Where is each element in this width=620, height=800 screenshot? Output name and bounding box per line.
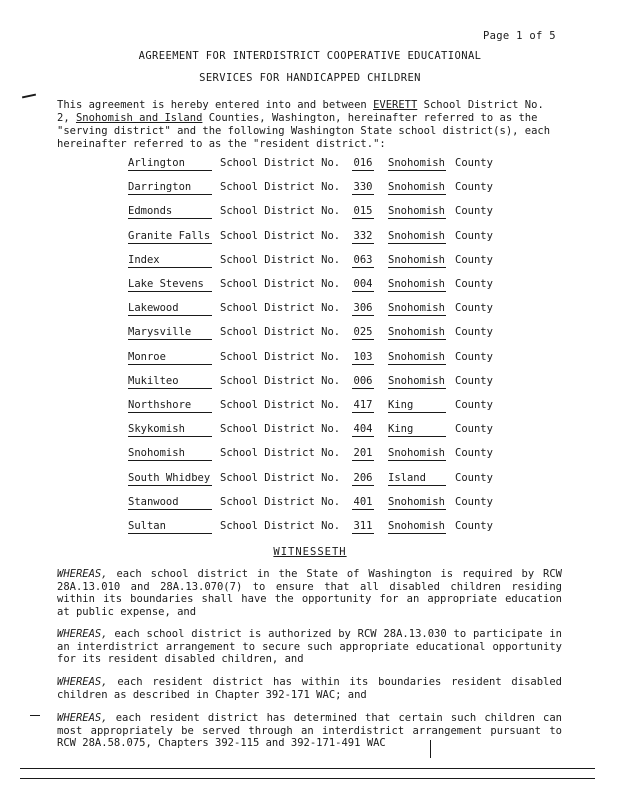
district-county: Snohomish bbox=[388, 520, 445, 532]
district-row bbox=[0, 181, 620, 195]
district-label: School District No. bbox=[220, 374, 341, 387]
county-label: County bbox=[455, 471, 493, 484]
district-row bbox=[0, 496, 620, 510]
district-label: School District No. bbox=[220, 181, 341, 194]
district-number: 311 bbox=[353, 520, 373, 532]
district-label: School District No. bbox=[220, 253, 341, 266]
district-row bbox=[0, 472, 620, 486]
whereas-paragraph-1 bbox=[57, 568, 562, 618]
district-label: School District No. bbox=[220, 423, 341, 436]
county-label: County bbox=[455, 374, 493, 387]
whereas-paragraph-3 bbox=[57, 676, 562, 701]
district-county: King bbox=[388, 399, 446, 413]
district-row bbox=[0, 278, 620, 292]
district-name: Edmonds bbox=[128, 205, 212, 219]
district-county: Snohomish bbox=[388, 302, 445, 315]
margin-mark bbox=[430, 740, 431, 758]
district-label: School District No. bbox=[220, 302, 341, 315]
district-name: Lakewood bbox=[128, 302, 212, 316]
paragraph-text: each school district is authorized by RCW 28A.13.030 to participate in an interdistrict arrangement to secure such appropriate educational opportunity for its resident disabled children, and bbox=[57, 628, 562, 665]
county-label: County bbox=[455, 302, 493, 315]
county-label: County bbox=[455, 229, 493, 242]
whereas-paragraph-2 bbox=[57, 628, 562, 666]
district-name: Arlington bbox=[128, 157, 212, 171]
district-name: Skykomish bbox=[128, 423, 212, 437]
district-row bbox=[0, 205, 620, 219]
district-row bbox=[0, 302, 620, 316]
district-label: School District No. bbox=[220, 447, 341, 460]
district-row bbox=[0, 157, 620, 171]
district-row bbox=[0, 423, 620, 437]
district-county: Snohomish bbox=[388, 181, 445, 194]
district-county: Snohomish bbox=[388, 253, 445, 266]
district-row bbox=[0, 375, 620, 389]
witnesseth-heading: WITNESSETH bbox=[273, 546, 347, 558]
whereas-lead: WHEREAS, bbox=[57, 676, 108, 688]
district-name: South Whidbey bbox=[128, 471, 211, 484]
district-number: 206 bbox=[353, 471, 373, 484]
page-number: Page 1 of 5 bbox=[483, 30, 556, 42]
county-label: County bbox=[455, 423, 493, 436]
district-county: Snohomish bbox=[388, 495, 445, 508]
district-number: 330 bbox=[353, 181, 373, 194]
district-row bbox=[0, 326, 620, 340]
district-number: 401 bbox=[353, 495, 373, 508]
district-label: School District No. bbox=[220, 157, 341, 169]
district-name: Stanwood bbox=[128, 496, 212, 510]
district-county: Snohomish bbox=[388, 350, 445, 363]
district-name: Monroe bbox=[128, 351, 212, 365]
district-row bbox=[0, 351, 620, 365]
district-county: Snohomish bbox=[388, 447, 445, 460]
district-label: School District No. bbox=[220, 205, 341, 218]
district-name: Snohomish bbox=[128, 447, 212, 461]
whereas-lead: WHEREAS, bbox=[57, 628, 108, 640]
district-name: Marysville bbox=[128, 326, 212, 340]
intro-text-2: School District No. 2, bbox=[57, 99, 544, 124]
district-number: 332 bbox=[353, 229, 373, 242]
district-number: 306 bbox=[353, 302, 373, 315]
county-label: County bbox=[455, 326, 493, 339]
district-label: School District No. bbox=[220, 471, 341, 484]
district-label: School District No. bbox=[220, 520, 341, 532]
district-name: Darrington bbox=[128, 181, 212, 195]
district-label: School District No. bbox=[220, 399, 341, 411]
intro-text-3: Counties, Washington, hereinafter referred to as the "serving district" and the following Washington State school district(s), each hereinafter referred to as the "resident district.": bbox=[57, 112, 551, 150]
whereas-lead: WHEREAS, bbox=[57, 568, 108, 580]
district-label: School District No. bbox=[220, 350, 341, 363]
county-label: County bbox=[455, 157, 493, 169]
district-row bbox=[0, 230, 620, 244]
paragraph-text: each resident district has determined that certain such children can most appropriately be served through an interdistrict arrangement pursuant to RCW 28A.58.075, Chapters 392-115 and 392-171-491 WAC bbox=[57, 712, 562, 749]
district-row bbox=[0, 520, 620, 534]
district-name: Sultan bbox=[128, 520, 212, 534]
district-name: Northshore bbox=[128, 399, 212, 413]
district-name: Lake Stevens bbox=[128, 278, 212, 292]
district-county: Snohomish bbox=[388, 374, 445, 387]
county-label: County bbox=[455, 520, 493, 532]
district-number: 417 bbox=[353, 399, 373, 411]
margin-mark bbox=[22, 94, 36, 99]
district-number: 016 bbox=[353, 157, 373, 169]
county-label: County bbox=[455, 350, 493, 363]
district-label: School District No. bbox=[220, 229, 341, 242]
district-number: 201 bbox=[353, 447, 373, 460]
county-label: County bbox=[455, 399, 493, 411]
district-number: 015 bbox=[353, 205, 373, 218]
serving-district-name: EVERETT bbox=[373, 99, 418, 111]
whereas-paragraph-4 bbox=[57, 712, 562, 750]
paragraph-text: each resident district has within its boundaries resident disabled children as described in Chapter 392-171 WAC; and bbox=[57, 676, 562, 701]
district-county: Snohomish bbox=[388, 278, 445, 290]
footer-rule bbox=[20, 778, 595, 779]
county-label: County bbox=[455, 278, 493, 290]
district-number: 404 bbox=[353, 423, 373, 436]
intro-text-1: This agreement is hereby entered into and between bbox=[57, 99, 374, 111]
footer-rule bbox=[20, 768, 595, 769]
county-label: County bbox=[455, 447, 493, 460]
margin-mark bbox=[30, 715, 40, 716]
district-name: Granite Falls bbox=[128, 229, 211, 242]
district-number: 103 bbox=[353, 350, 373, 363]
title-line-2: SERVICES FOR HANDICAPPED CHILDREN bbox=[199, 72, 421, 84]
district-label: School District No. bbox=[220, 495, 341, 508]
district-label: School District No. bbox=[220, 278, 341, 290]
district-number: 004 bbox=[353, 278, 373, 290]
title-line-1: AGREEMENT FOR INTERDISTRICT COOPERATIVE EDUCATIONAL bbox=[138, 50, 482, 62]
district-county: Snohomish bbox=[388, 229, 445, 242]
intro-paragraph bbox=[57, 99, 562, 151]
district-label: School District No. bbox=[220, 326, 341, 339]
district-county: Snohomish bbox=[388, 326, 445, 339]
county-label: County bbox=[455, 181, 493, 194]
district-name: Index bbox=[128, 254, 212, 268]
district-number: 025 bbox=[353, 326, 373, 339]
whereas-lead: WHEREAS, bbox=[57, 712, 108, 724]
county-label: County bbox=[455, 495, 493, 508]
district-county: Snohomish bbox=[388, 157, 445, 169]
district-county: King bbox=[388, 423, 446, 437]
county-label: County bbox=[455, 205, 493, 218]
district-row bbox=[0, 254, 620, 268]
district-county: Island bbox=[388, 472, 446, 486]
paragraph-text: each school district in the State of Washington is required by RCW 28A.13.010 and 28A.13.070(7) to ensure that all disabled children residing within its boundaries shall have the opportunity for an appropriate education at public expense, and bbox=[57, 568, 562, 618]
district-name: Mukilteo bbox=[128, 375, 212, 389]
district-county: Snohomish bbox=[388, 205, 445, 218]
district-number: 063 bbox=[353, 253, 373, 266]
serving-counties: Snohomish and Island bbox=[75, 112, 203, 124]
district-row bbox=[0, 447, 620, 461]
district-row bbox=[0, 399, 620, 413]
district-number: 006 bbox=[353, 374, 373, 387]
county-label: County bbox=[455, 253, 493, 266]
